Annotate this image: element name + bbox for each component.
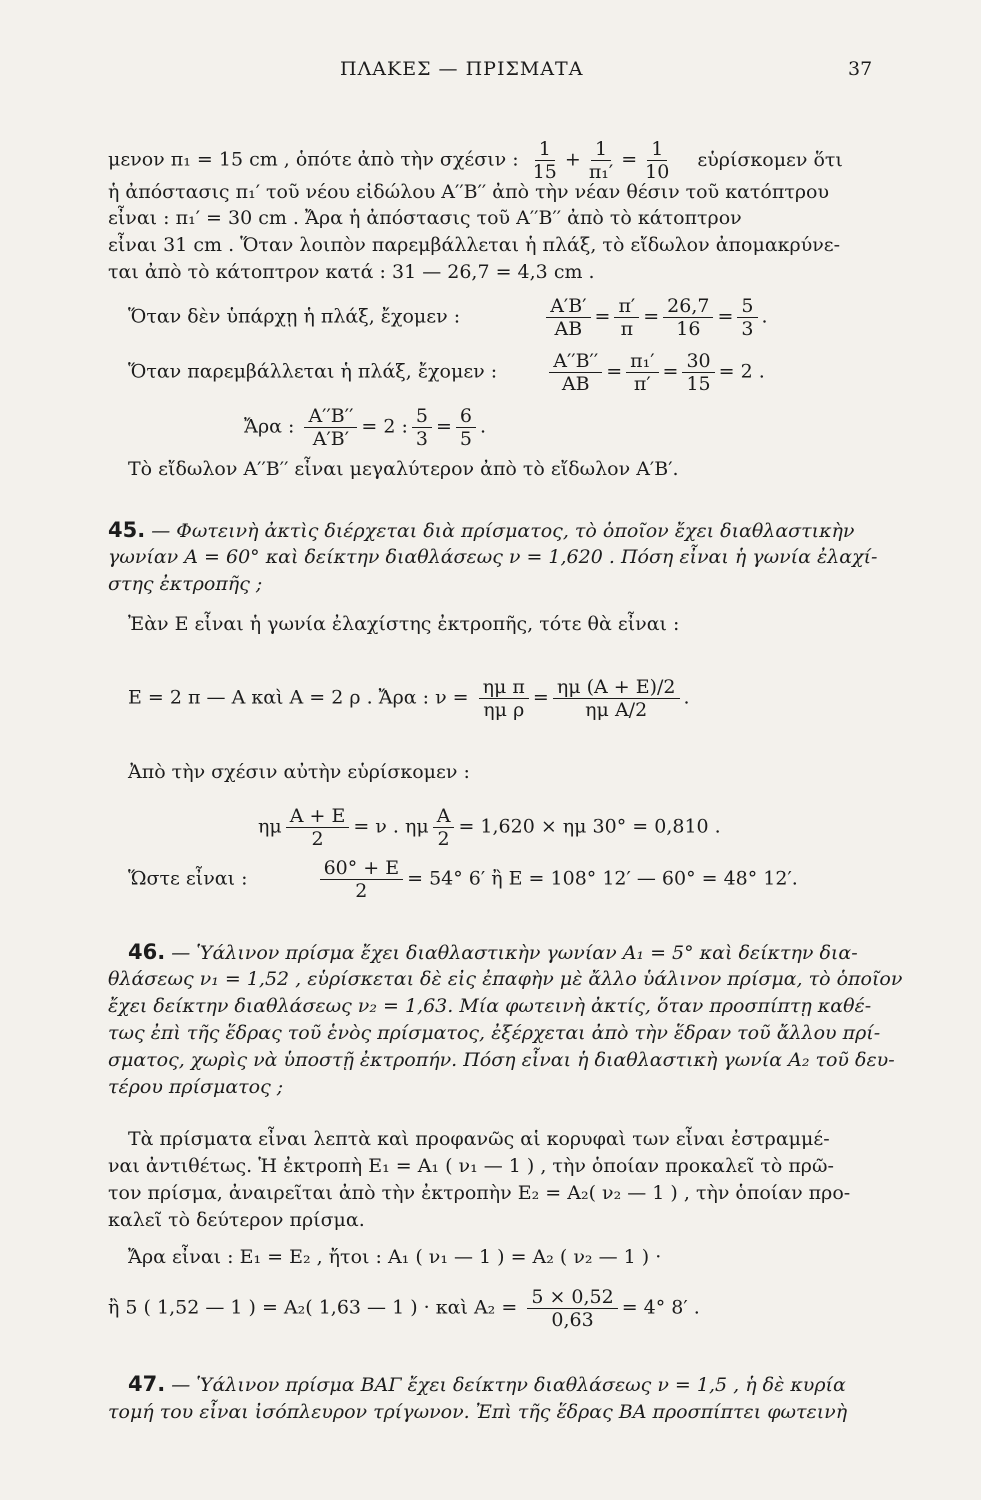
- text-line: Τὸ εἴδωλον Α′′Β′′ εἶναι μεγαλύτερον ἀπὸ τὸ εἴδωλον Α′Β′.: [128, 458, 679, 480]
- fraction: $\frac{26,7}{16}$: [663, 295, 713, 340]
- equation-line: Ἄρα : $\frac{A''B''}{A'B'}$ = 2 : $\frac{5}{3}$ = $\frac{6}{5}$ .: [244, 405, 487, 450]
- equation-line: Ἄρα εἶναι : Ε₁ = Ε₂ , ἤτοι : Α₁ ( ν₁ — 1 ) = Α₂ ( ν₂ — 1 ) ·: [128, 1246, 662, 1268]
- problem-46-statement: ἔχει δείκτην διαθλάσεως ν₂ = 1,63. Μία φωτεινὴ ἀκτίς, ὅταν προσπίπτῃ καθέ-: [108, 995, 872, 1017]
- fraction: $\frac{6}{5}$: [456, 405, 476, 450]
- fraction: $\frac{1}{10}$: [645, 138, 670, 183]
- fraction: $\frac{5}{3}$: [412, 405, 432, 450]
- fraction: $\frac{5}{3}$: [737, 295, 757, 340]
- fraction: $\frac{1}{15}$: [532, 138, 557, 183]
- page-header: [0, 58, 981, 88]
- text-line: τον πρίσμα, ἀναιρεῖται ἀπὸ τὴν ἐκτροπὴν Ε₂ = Α₂( ν₂ — 1 ) , τὴν ὁποίαν προ-: [108, 1182, 851, 1204]
- problem-46-statement: τέρου πρίσματος ;: [108, 1076, 284, 1098]
- problem-45-statement: γωνίαν Α = 60° καὶ δείκτην διαθλάσεως ν = 1,620 . Πόση εἶναι ἡ γωνία ἐλαχί-: [108, 546, 878, 568]
- text-line: ἡ ἀπόστασις π₁′ τοῦ νέου εἰδώλου Α′′Β′′ ἀπὸ τὴν νέαν θέσιν τοῦ κατόπτρου: [108, 181, 830, 203]
- problem-46-statement: 46. — Ὑάλινον πρίσμα ἔχει διαθλαστικὴν γωνίαν Α₁ = 5° καὶ δείκτην δια-: [128, 940, 858, 964]
- fraction: $\frac{60^\circ + E}{2}$: [320, 857, 404, 902]
- fraction: $\frac{\text{ημ π}}{\text{ημ ρ}}$: [479, 676, 529, 721]
- fraction: $\frac{A'B'}{AB}$: [546, 295, 590, 340]
- text-line: ται ἀπὸ τὸ κάτοπτρον κατά : 31 — 26,7 = 4,3 cm .: [108, 261, 595, 283]
- page-number: 37: [848, 58, 873, 80]
- text-line: εἶναι 31 cm . Ὅταν λοιπὸν παρεμβάλλεται ἡ πλάξ, τὸ εἴδωλον ἀπομακρύνε-: [108, 234, 841, 256]
- equation-line: Ε = 2 π — Α καὶ Α = 2 ρ . Ἄρα : ν = $\frac{\text{ημ π}}{\text{ημ ρ}}$ = $\frac{\eta\mu (A + E)/2}{\text{ημ Α/2}}$ .: [128, 676, 690, 721]
- equation-line: ημ $\frac{A + E}{2}$ = ν . ημ $\frac{A}{2}$ = 1,620 × ημ 30° = 0,810 .: [258, 805, 721, 850]
- text-line: Ἐὰν Ε εἶναι ἡ γωνία ἐλαχίστης ἐκτροπῆς, τότε θὰ εἶναι :: [128, 613, 680, 635]
- fraction: $\frac{\eta\mu (A + E)/2}{\text{ημ Α/2}}$: [553, 676, 680, 721]
- text-line: καλεῖ τὸ δεύτερον πρίσμα.: [108, 1209, 365, 1231]
- fraction: $\frac{A + E}{2}$: [286, 805, 350, 850]
- fraction: $\frac{A}{2}$: [433, 805, 455, 850]
- problem-46-statement: τως ἐπὶ τῆς ἕδρας τοῦ ἑνὸς πρίσματος, ἐξέρχεται ἀπὸ τὴν ἕδραν τοῦ ἄλλου πρί-: [108, 1022, 881, 1044]
- fraction: $\frac{1}{\text{π₁′}}$: [588, 138, 614, 183]
- problem-47-statement: 47. — Ὑάλινον πρίσμα ΒΑΓ ἔχει δείκτην διαθλάσεως ν = 1,5 , ἡ δὲ κυρία: [128, 1372, 846, 1396]
- problem-46-statement: σματος, χωρὶς νὰ ὑποστῇ ἐκτροπήν. Πόση εἶναι ἡ διαθλαστικὴ γωνία Α₂ τοῦ δευ-: [108, 1049, 895, 1071]
- text-line: μενον π₁ = 15 cm , ὁπότε ἀπὸ τὴν σχέσιν : $\frac{1}{15}$ + $\frac{1}{\text{π₁′}}$ = $\frac{1}{10}$ εὑρίσκομεν ὅτι: [108, 138, 843, 183]
- equation-line: Ὅταν δὲν ὑπάρχῃ ἡ πλάξ, ἔχομεν : $\frac{A'B'}{AB}$ = $\frac{\pi'}{\pi}$ = $\frac{26,7}{16}$ = $\frac{5}{3}$ .: [128, 295, 768, 340]
- fraction: $\frac{A''B''}{A'B'}$: [304, 405, 357, 450]
- text-line: Ἀπὸ τὴν σχέσιν αὐτὴν εὑρίσκομεν :: [128, 761, 470, 783]
- text-line: Τὰ πρίσματα εἶναι λεπτὰ καὶ προφανῶς αἱ κορυφαὶ των εἶναι ἐστραμμέ-: [128, 1128, 830, 1150]
- problem-number: 45.: [108, 518, 146, 542]
- problem-45-statement: στης ἐκτροπῆς ;: [108, 573, 263, 595]
- problem-45-statement: 45. — Φωτεινὴ ἀκτὶς διέρχεται διὰ πρίσματος, τὸ ὁποῖον ἔχει διαθλαστικὴν: [108, 518, 855, 542]
- fraction: $\frac{5 \times 0,52}{0,63}$: [527, 1286, 617, 1331]
- fraction: $\frac{\pi'}{\pi}$: [614, 295, 639, 340]
- equation-line: ἢ 5 ( 1,52 — 1 ) = Α₂( 1,63 — 1 ) · καὶ Α₂ = $\frac{5 \times 0,52}{0,63}$ = 4° 8′ .: [108, 1286, 700, 1331]
- text-line: ναι ἀντιθέτως. Ἡ ἐκτροπὴ Ε₁ = Α₁ ( ν₁ — 1 ) , τὴν ὁποίαν προκαλεῖ τὸ πρῶ-: [108, 1155, 834, 1177]
- text-line: εἶναι : π₁′ = 30 cm . Ἄρα ἡ ἀπόστασις τοῦ Α′′Β′′ ἀπὸ τὸ κάτοπτρον: [108, 207, 742, 229]
- equation-line: Ὅταν παρεμβάλλεται ἡ πλάξ, ἔχομεν : $\frac{A''B''}{AB}$ = $\frac{\text{π₁′}}{\pi'}$ = $\frac{30}{15}$ = 2 .: [128, 350, 765, 395]
- problem-46-statement: θλάσεως ν₁ = 1,52 , εὑρίσκεται δὲ εἰς ἐπαφὴν μὲ ἄλλο ὑάλινον πρίσμα, τὸ ὁποῖον: [108, 968, 903, 990]
- problem-number: 46.: [128, 940, 166, 964]
- equation-line: Ὥστε εἶναι : $\frac{60^\circ + E}{2}$ = 54° 6′ ἢ Ε = 108° 12′ — 60° = 48° 12′.: [128, 857, 798, 902]
- problem-47-statement: τομή του εἶναι ἰσόπλευρον τρίγωνον. Ἐπὶ τῆς ἕδρας ΒΑ προσπίπτει φωτεινὴ: [108, 1401, 848, 1423]
- fraction: $\frac{\text{π₁′}}{\pi'}$: [626, 350, 658, 395]
- running-title: ΠΛΑΚΕΣ — ΠΡΙΣΜΑΤΑ: [340, 58, 584, 80]
- fraction: $\frac{30}{15}$: [682, 350, 714, 395]
- problem-number: 47.: [128, 1372, 166, 1396]
- fraction: $\frac{A''B''}{AB}$: [549, 350, 602, 395]
